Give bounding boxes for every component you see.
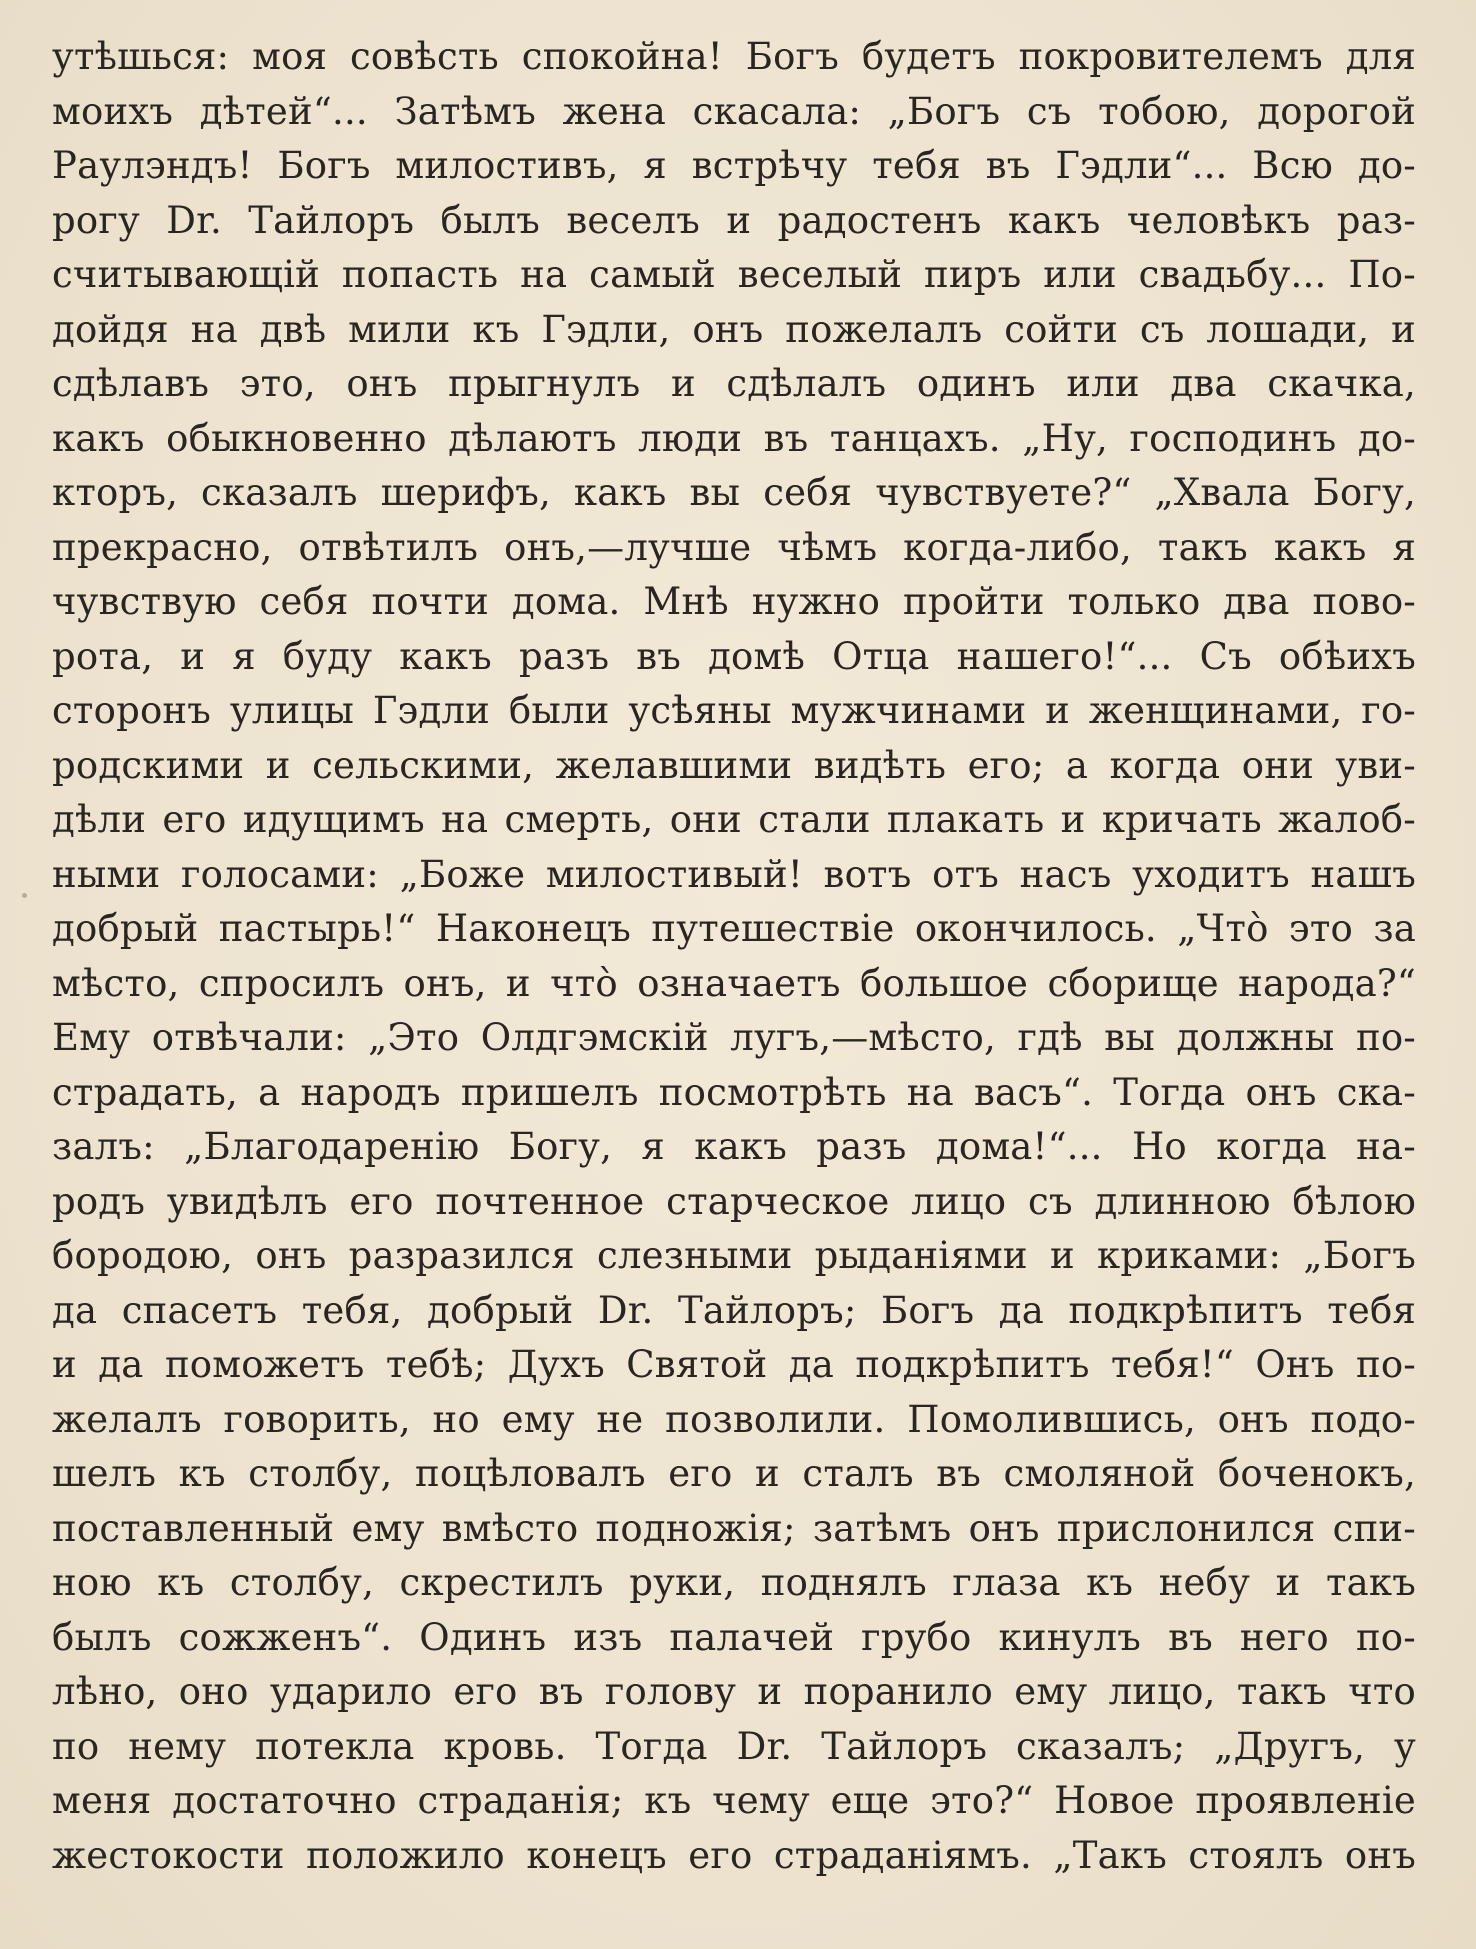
paper-speck xyxy=(22,893,27,898)
text-line: шелъ къ столбу, поцѣловалъ его и сталъ въ смоляной боченокъ, xyxy=(52,1452,1416,1495)
text-line: лѣно, оно ударило его въ голову и поранило ему лицо, такъ что xyxy=(52,1670,1416,1713)
text-line: былъ сожженъ“. Одинъ изъ палачей грубо кинулъ въ него по- xyxy=(52,1615,1416,1659)
text-line: родскими и сельскими, желавшими видѣть его; а когда они уви- xyxy=(52,743,1416,787)
text-line: кторъ, сказалъ шерифъ, какъ вы себя чувствуете?“ „Хвала Богу, xyxy=(52,471,1416,514)
text-line: желалъ говорить, но ему не позволили. Помолившись, онъ подо- xyxy=(52,1397,1416,1441)
text-line: считывающій попасть на самый веселый пиръ или свадьбу... По- xyxy=(52,253,1416,296)
text-line: сторонъ улицы Гэдли были усѣяны мужчинами и женщинами, го- xyxy=(52,689,1416,732)
text-line: добрый пастырь!“ Наконецъ путешествіе окончилось. „Что̀ это за xyxy=(52,907,1416,950)
text-line: моихъ дѣтей“... Затѣмъ жена скасала: „Богъ съ тобою, дорогой xyxy=(52,89,1416,133)
text-line: залъ: „Благодаренію Богу, я какъ разъ дома!“... Но когда на- xyxy=(52,1125,1416,1168)
text-line: по нему потекла кровь. Тогда Dr. Тайлоръ сказалъ; „Другъ, у xyxy=(52,1724,1416,1768)
text-line: чувствую себя почти дома. Мнѣ нужно пройти только два пово- xyxy=(52,580,1416,623)
text-line: рогу Dr. Тайлоръ былъ веселъ и радостенъ какъ человѣкъ раз- xyxy=(52,198,1416,242)
text-line: да спасетъ тебя, добрый Dr. Тайлоръ; Богъ да подкрѣпитъ тебя xyxy=(52,1288,1416,1332)
text-line: рота, и я буду какъ разъ въ домѣ Отца нашего!“... Съ обѣихъ xyxy=(52,634,1416,678)
text-line: утѣшься: моя совѣсть спокойна! Богъ будетъ покровителемъ для xyxy=(52,35,1416,78)
text-line: родъ увидѣлъ его почтенное старческое лицо съ длинною бѣлою xyxy=(52,1179,1416,1223)
text-line: ными голосами: „Боже милостивый! вотъ отъ насъ уходитъ нашъ xyxy=(52,852,1416,896)
page-text xyxy=(52,30,1416,1883)
text-line: Раулэндъ! Богъ милостивъ, я встрѣчу тебя въ Гэдли“... Всю до- xyxy=(52,144,1416,187)
text-line: жестокости положило конецъ его страданіямъ. „Такъ стоялъ онъ xyxy=(52,1833,1416,1877)
text-line: какъ обыкновенно дѣлаютъ люди въ танцахъ. „Ну, господинъ до- xyxy=(52,416,1416,460)
text-line: ною къ столбу, скрестилъ руки, поднялъ глаза къ небу и такъ xyxy=(52,1561,1416,1604)
text-line: и да поможетъ тебѣ; Духъ Святой да подкрѣпитъ тебя!“ Онъ по- xyxy=(52,1343,1416,1386)
text-line: Ему отвѣчали: „Это Олдгэмскій лугъ,—мѣсто, гдѣ вы должны по- xyxy=(52,1016,1416,1059)
text-line: мѣсто, спросилъ онъ, и что̀ означаетъ большое сборище народа?“ xyxy=(52,961,1416,1005)
text-line: меня достаточно страданія; къ чему еще это?“ Новое проявленіе xyxy=(52,1779,1416,1822)
text-line: прекрасно, отвѣтилъ онъ,—лучше чѣмъ когда-либо, такъ какъ я xyxy=(52,525,1416,569)
text-line: поставленный ему вмѣсто подножія; затѣмъ онъ прислонился спи- xyxy=(52,1506,1416,1550)
text-line: дѣли его идущимъ на смерть, они стали плакать и кричать жалоб- xyxy=(52,798,1416,841)
text-line: бородою, онъ разразился слезными рыданіями и криками: „Богъ xyxy=(52,1234,1416,1277)
text-line: страдать, а народъ пришелъ посмотрѣть на васъ“. Тогда онъ ска- xyxy=(52,1070,1416,1114)
text-line: дойдя на двѣ мили къ Гэдли, онъ пожелалъ сойти съ лошади, и xyxy=(52,307,1416,351)
text-line: сдѣлавъ это, онъ прыгнулъ и сдѣлалъ одинъ или два скачка, xyxy=(52,362,1416,405)
